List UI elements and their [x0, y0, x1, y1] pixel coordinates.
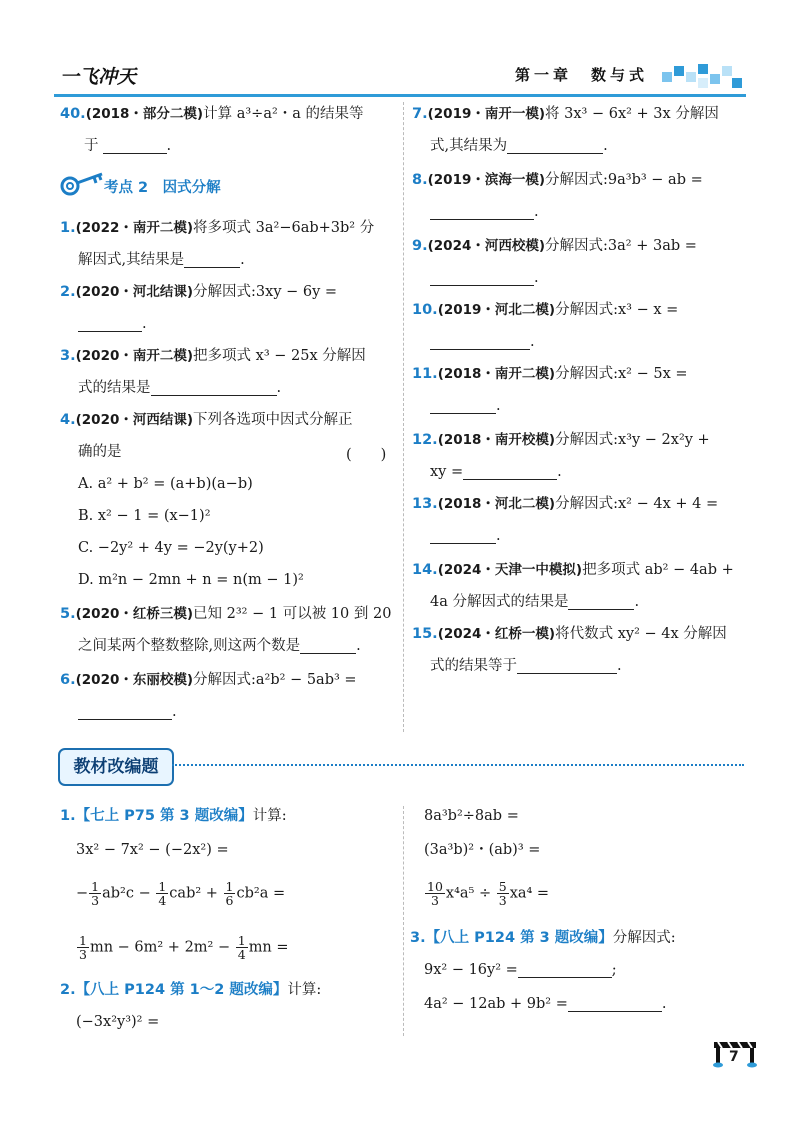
- question-12-line2: xy = .: [430, 464, 562, 480]
- exercise-3-line2: 4a² − 12ab + 9b² = .: [424, 996, 667, 1012]
- right-calc-1: 8a³b²÷8ab =: [424, 808, 519, 824]
- brand-logo: 一飞冲天: [60, 66, 137, 88]
- question-8: 8.(2019・滨海一模)分解因式:9a³b³ − ab =: [412, 172, 703, 188]
- answer-blank[interactable]: [78, 705, 172, 720]
- column-divider: [403, 102, 404, 732]
- section-dotted-rule: [172, 764, 744, 766]
- question-10: 10.(2019・河北二模)分解因式:x³ − x =: [412, 302, 679, 318]
- question-5-line2: 之间某两个整数整除,则这两个数是 .: [78, 638, 361, 654]
- answer-blank[interactable]: [151, 381, 277, 396]
- answer-blank[interactable]: [430, 399, 496, 414]
- answer-blank[interactable]: [568, 997, 662, 1012]
- answer-blank[interactable]: [78, 317, 142, 332]
- option-d: D. m²n − 2mn + n = n(m − 1)²: [78, 572, 304, 588]
- answer-blank[interactable]: [430, 335, 530, 350]
- page-number: 7: [729, 1049, 739, 1065]
- answer-blank[interactable]: [568, 595, 634, 610]
- question-1-line2: 解因式,其结果是 .: [78, 252, 245, 268]
- exercise-3: 3.【八上 P124 第 3 题改编】分解因式:: [410, 930, 676, 946]
- question-6-line2: .: [78, 704, 177, 720]
- question-11-line2: .: [430, 398, 501, 414]
- question-11: 11.(2018・南开二模)分解因式:x² − 5x =: [412, 366, 688, 382]
- option-c: C. −2y² + 4y = −2y(y+2): [78, 540, 264, 556]
- answer-blank[interactable]: [518, 963, 612, 978]
- exercise-1-line2: − $\frac{1}{3}$ ab²c − $\frac{1}{4}$ cab² + $\frac{1}{6}$ cb²a =: [76, 879, 286, 908]
- exercise-1-line3: $\frac{1}{3}$ mn − 6m² + 2m² − $\frac{1}{4}$ mn =: [79, 933, 289, 962]
- option-b: B. x² − 1 = (x−1)²: [78, 508, 211, 524]
- question-7: 7.(2019・南开一模)将 3x³ − 6x² + 3x 分解因: [412, 106, 719, 122]
- option-a: A. a² + b² = (a+b)(a−b): [78, 476, 253, 492]
- answer-blank[interactable]: [430, 271, 534, 286]
- question-6: 6.(2020・东丽校模)分解因式:a²b² − 5ab³ =: [60, 672, 357, 688]
- question-3-line2: 式的结果是 .: [78, 380, 282, 396]
- question-1: 1.(2022・南开二模)将多项式 3a²−6ab+3b² 分: [60, 220, 375, 236]
- question-40-line2: 于 .: [84, 138, 172, 154]
- page-header: [54, 58, 744, 98]
- answer-bracket[interactable]: ( ): [346, 447, 387, 463]
- question-7-line2: 式,其结果为 .: [430, 138, 608, 154]
- question-15-line2: 式的结果等于 .: [430, 658, 622, 674]
- section-heading: 考点 2 因式分解: [60, 166, 106, 204]
- right-calc-3: $\frac{10}{3}$ x⁴a⁵ ÷ $\frac{5}{3}$ xa⁴ =: [427, 879, 550, 908]
- key-icon: [60, 166, 106, 200]
- question-9: 9.(2024・河西校模)分解因式:3a² + 3ab =: [412, 238, 697, 254]
- question-8-line2: .: [430, 204, 539, 220]
- header-rule: [54, 94, 746, 97]
- question-2-line2: .: [78, 316, 147, 332]
- page-number-badge: [712, 1040, 758, 1068]
- question-13: 13.(2018・河北二模)分解因式:x² − 4x + 4 =: [412, 496, 719, 512]
- answer-blank[interactable]: [507, 139, 603, 154]
- right-calc-2: (3a³b)²・(ab)³ =: [424, 842, 541, 858]
- question-15: 15.(2024・红桥一模)将代数式 xy² − 4x 分解因: [412, 626, 727, 642]
- answer-blank[interactable]: [430, 205, 534, 220]
- exercise-2-line1: (−3x²y³)² =: [76, 1014, 160, 1030]
- question-12: 12.(2018・南开校模)分解因式:x³y − 2x²y +: [412, 432, 710, 448]
- column-divider-lower: [403, 806, 404, 1036]
- question-4: 4.(2020・河西结课)下列各选项中因式分解正: [60, 412, 353, 428]
- question-2: 2.(2020・河北结课)分解因式:3xy − 6y =: [60, 284, 338, 300]
- question-13-line2: .: [430, 528, 501, 544]
- answer-blank[interactable]: [103, 139, 167, 154]
- exercise-2: 2.【八上 P124 第 1～2 题改编】计算:: [60, 982, 322, 998]
- question-3: 3.(2020・南开二模)把多项式 x³ − 25x 分解因: [60, 348, 366, 364]
- answer-blank[interactable]: [463, 465, 557, 480]
- question-9-line2: .: [430, 270, 539, 286]
- question-14-line2: 4a 分解因式的结果是 .: [430, 594, 640, 610]
- question-4-line2: 确的是: [78, 444, 122, 460]
- question-14: 14.(2024・天津一中模拟)把多项式 ab² − 4ab +: [412, 562, 734, 578]
- answer-blank[interactable]: [430, 529, 496, 544]
- answer-blank[interactable]: [517, 659, 617, 674]
- question-10-line2: .: [430, 334, 535, 350]
- exercise-1: 1.【七上 P75 第 3 题改编】计算:: [60, 808, 287, 824]
- textbook-section-title: 教材改编题: [58, 748, 174, 786]
- header-decoration-icon: [658, 58, 744, 92]
- question-5: 5.(2020・红桥三模)已知 2³² − 1 可以被 10 到 20: [60, 606, 392, 622]
- question-40: 40.(2018・部分二模)计算 a³÷a²・a 的结果等: [60, 106, 364, 122]
- answer-blank[interactable]: [184, 253, 240, 268]
- answer-blank[interactable]: [300, 639, 356, 654]
- chapter-title: 第一章 数与式: [514, 66, 648, 84]
- exercise-1-line1: 3x² − 7x² − (−2x²) =: [76, 842, 229, 858]
- exercise-3-line1: 9x² − 16y² = ;: [424, 962, 617, 978]
